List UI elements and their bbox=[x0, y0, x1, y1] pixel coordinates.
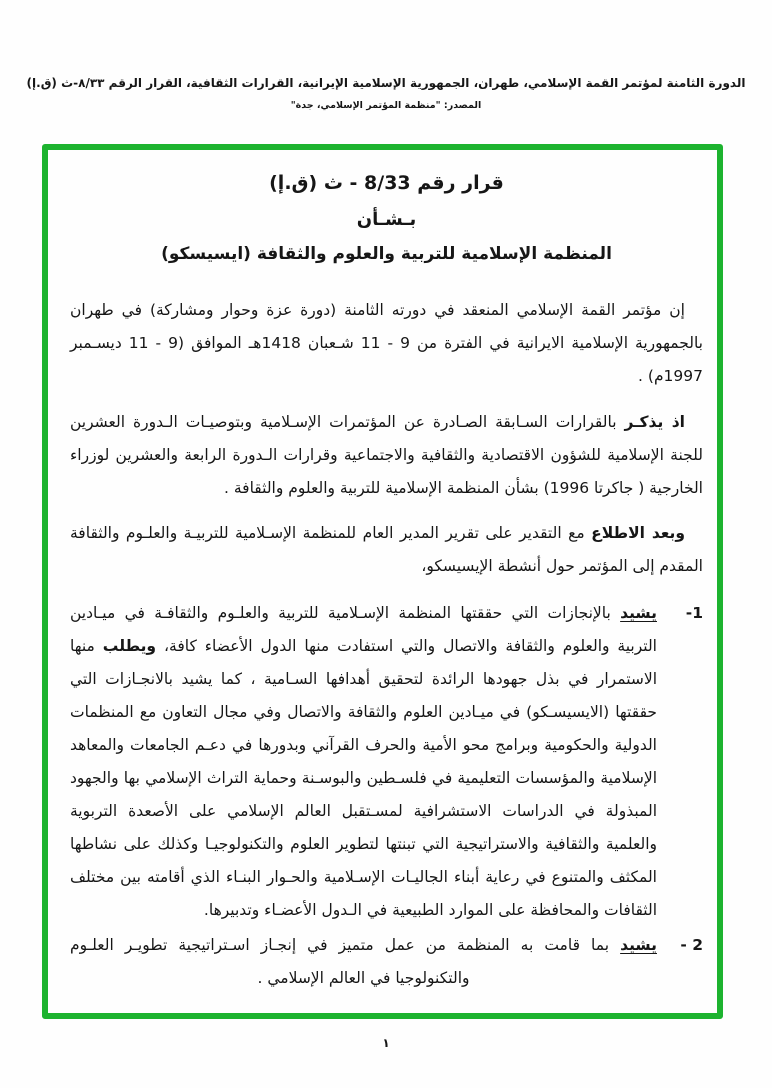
item-1-lead: يشيد bbox=[620, 604, 657, 622]
decision-frame bbox=[42, 144, 723, 1019]
item-2-number: 2 - bbox=[680, 936, 703, 954]
header-citation-line: الدورة الثامنة لمؤتمر القمة الإسلامي، طهران، الجمهورية الإسلامية الإيرانية، القرارات الثقافية، القرار الرقم ٨/٣٣-ث (ق.إ) bbox=[26, 76, 746, 90]
resolution-number-title: قرار رقم 8/33 - ث (ق.إ) bbox=[269, 172, 504, 194]
item-1-text bbox=[70, 597, 657, 927]
item-1-text-b: منها الاستمرار في بذل جهودها الرائدة لتحقيق أهدافها السـامية ، كما يشيد بالانجـازات التي حققتها (الايسيسـكو) في ميـادين العلوم والثقافة والاتصال وفي مجال التعاون مع المنظمات الدولية والحكومية وبرامج محو الأمية والحرف القرآني وبدورها في دعـم الجامعات والمعاهد الإسلامية والمؤسسات التعليمية في فلسـطين والبوسـنة وحماية التراث الإسلامي بها والجهود المبذولة في الدراسات الاستشرافية لمسـتقبل العالم الإسلامي على الأصعدة التربوية والعلمية والثقافية والاستراتيجية التي تبنتها لتطوير العلوم والتكنولوجيـا وكذلك على نشاطها المكثف والمتنوع في رعاية أبناء الجاليـات الإسـلامية والحـوار البنـاء الذي أقامته بين مختلف الثقافات والمحافظة على الموارد الطبيعية في الـدول الأعضـاء وتدبيرها. bbox=[70, 637, 657, 919]
paragraph-2-lead: اذ يذكـر bbox=[624, 413, 685, 431]
resolution-item-2 bbox=[70, 929, 703, 995]
item-1-number: 1- bbox=[685, 604, 703, 622]
paragraph-2-text: بالقرارات السـابقة الصـادرة عن المؤتمرات الإسـلامية وبتوصيـات الـدورة العشرين للجنة الإسلامية للشؤون الاقتصادية والثقافية والاجتماعية وقرارات الـدورة الرابعة والعشرين لوزراء الخارجية ( جاكرتا 1996) بشأن المنظمة الإسلامية للتربية والعلوم والثقافة . bbox=[70, 413, 703, 497]
title-regarding: بـشـأن bbox=[356, 209, 417, 230]
item-1-bold-mid: ويطلب bbox=[102, 637, 157, 655]
item-2-text-a: بما قامت به المنظمة من عمل متميز في إنجـاز اسـتراتيجية تطويـر العلـوم والتكنولوجيا في العالم الإسلامي . bbox=[70, 936, 610, 987]
preamble-paragraph-1: إن مؤتمر القمة الإسلامي المنعقد في دورته الثامنة (دورة عزة وحوار ومشاركة) في طهران بالجمهورية الإسلامية الايرانية في الفترة من 9 - 11 شـعبان 1418هـ الموافق (9 - 11 ديسـمبر 1997م) . bbox=[70, 301, 703, 385]
page-number: ١ bbox=[382, 1036, 390, 1050]
item-1-text-a: بالإنجازات التي حققتها المنظمة الإسـلامية للتربية والعلـوم والثقافـة في ميـادين التربية والعلوم والثقافة والاتصال والتي استفادت منها الدول الأعضاء كافة، bbox=[70, 604, 657, 655]
header-source-line: المصدر: "منظمة المؤتمر الإسلامي، جدة" bbox=[290, 100, 482, 111]
document-header bbox=[0, 76, 772, 111]
item-2-text bbox=[70, 929, 657, 995]
paragraph-3-text: مع التقدير على تقرير المدير العام للمنظمة الإسـلامية للتربيـة والعلـوم والثقافة المقدم إلى المؤتمر حول أنشطة الإيسيسكو، bbox=[70, 524, 703, 575]
preamble-paragraph-2 bbox=[70, 406, 703, 505]
paragraph-3-lead: وبعد الاطلاع bbox=[591, 524, 685, 542]
item-2-lead: يشيد bbox=[620, 936, 657, 954]
resolution-item-1 bbox=[70, 597, 703, 927]
preamble-paragraph-3 bbox=[70, 517, 703, 583]
title-organization-name: المنظمة الإسلامية للتربية والعلوم والثقافة (ايسيسكو) bbox=[161, 244, 612, 264]
